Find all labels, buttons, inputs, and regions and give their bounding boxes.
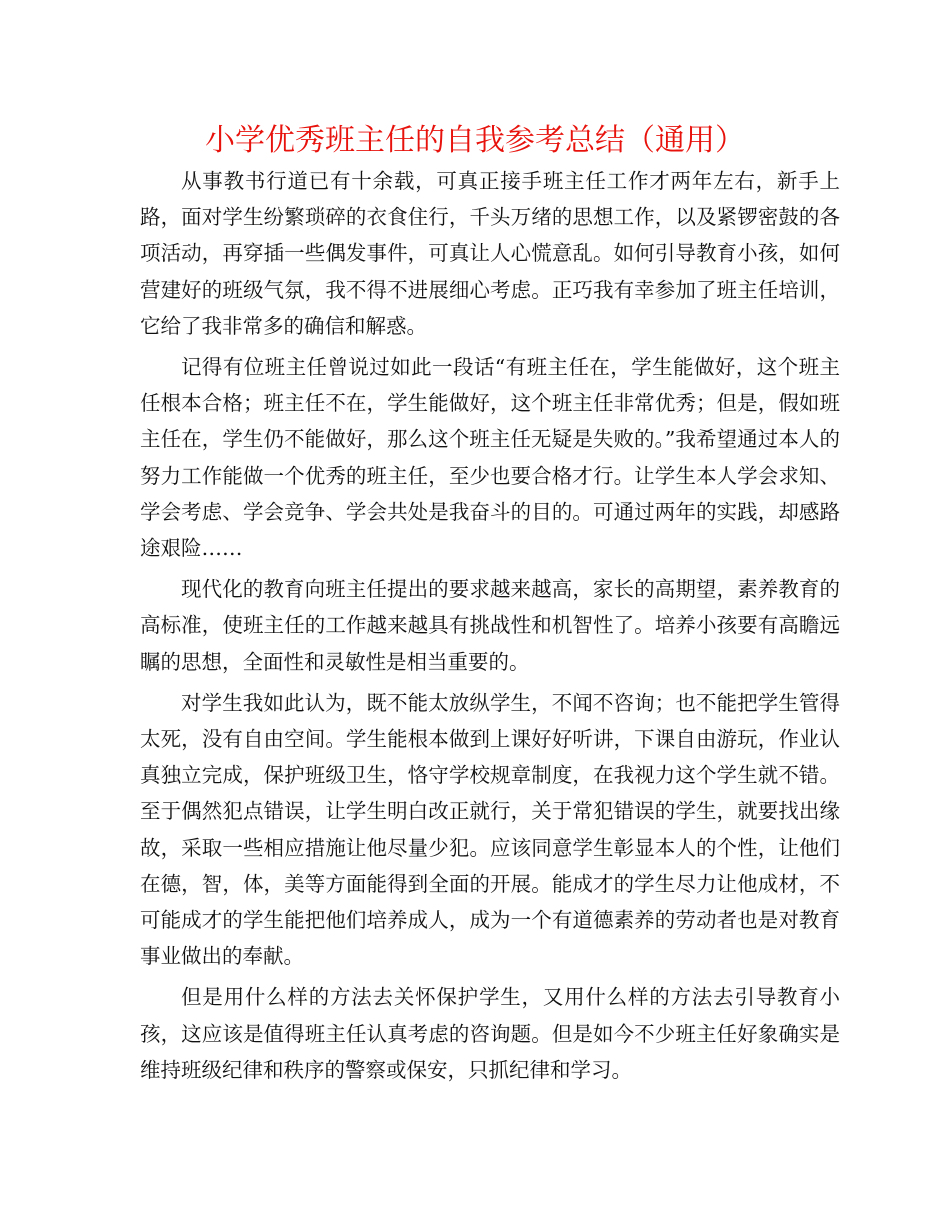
paragraph: 现代化的教育向班主任提出的要求越来越高，家长的高期望，素养教育的高标准，使班主任的工作越来越具有挑战性和机智性了。培养小孩要有高瞻远瞩的思想，全面性和灵敏性是相当重要的。 <box>140 577 840 674</box>
paragraph: 对学生我如此认为，既不能太放纵学生，不闻不咨询；也不能把学生管得太死，没有自由空间。学生能根本做到上课好好听讲，下课自由游玩，作业认真独立完成，保护班级卫生，恪守学校规章制度，在我视力这个学生就不错。至于偶然犯点错误，让学生明白改正就行，关于常犯错误的学生，就要找出缘故，采取一些相应措施让他尽量少犯。应该同意学生彰显本人的个性，让他们在德，智，体，美等方面能得到全面的开展。能成才的学生尽力让他成材，不可能成才的学生能把他们培养成人，成为一个有道德素养的劳动者也是对教育事业做出的奉献。 <box>140 690 840 969</box>
paragraph: 记得有位班主任曾说过如此一段话“有班主任在，学生能做好，这个班主任根本合格；班主任不在，学生能做好，这个班主任非常优秀；但是，假如班主任在，学生仍不能做好，那么这个班主任无疑是失败的。”我希望通过本人的努力工作能做一个优秀的班主任，至少也要合格才行。让学生本人学会求知、学会考虑、学会竞争、学会共处是我奋斗的目的。可通过两年的实践，却感路途艰险…… <box>140 355 840 561</box>
document-body <box>140 163 840 1088</box>
paragraph: 但是用什么样的方法去关怀保护学生，又用什么样的方法去引导教育小孩，这应该是值得班主任认真考虑的咨询题。但是如今不少班主任好象确实是维持班级纪律和秩序的警察或保安，只抓纪律和学习。 <box>140 985 840 1082</box>
document-title: 小学优秀班主任的自我参考总结（通用） <box>205 123 745 158</box>
paragraph: 从事教书行道已有十余载，可真正接手班主任工作才两年左右，新手上路，面对学生纷繁琐碎的衣食住行，千头万绪的思想工作，以及紧锣密鼓的各项活动，再穿插一些偶发事件，可真让人心慌意乱。如何引导教育小孩，如何营建好的班级气氛，我不得不进展细心考虑。正巧我有幸参加了班主任培训，它给了我非常多的确信和解惑。 <box>140 169 840 338</box>
